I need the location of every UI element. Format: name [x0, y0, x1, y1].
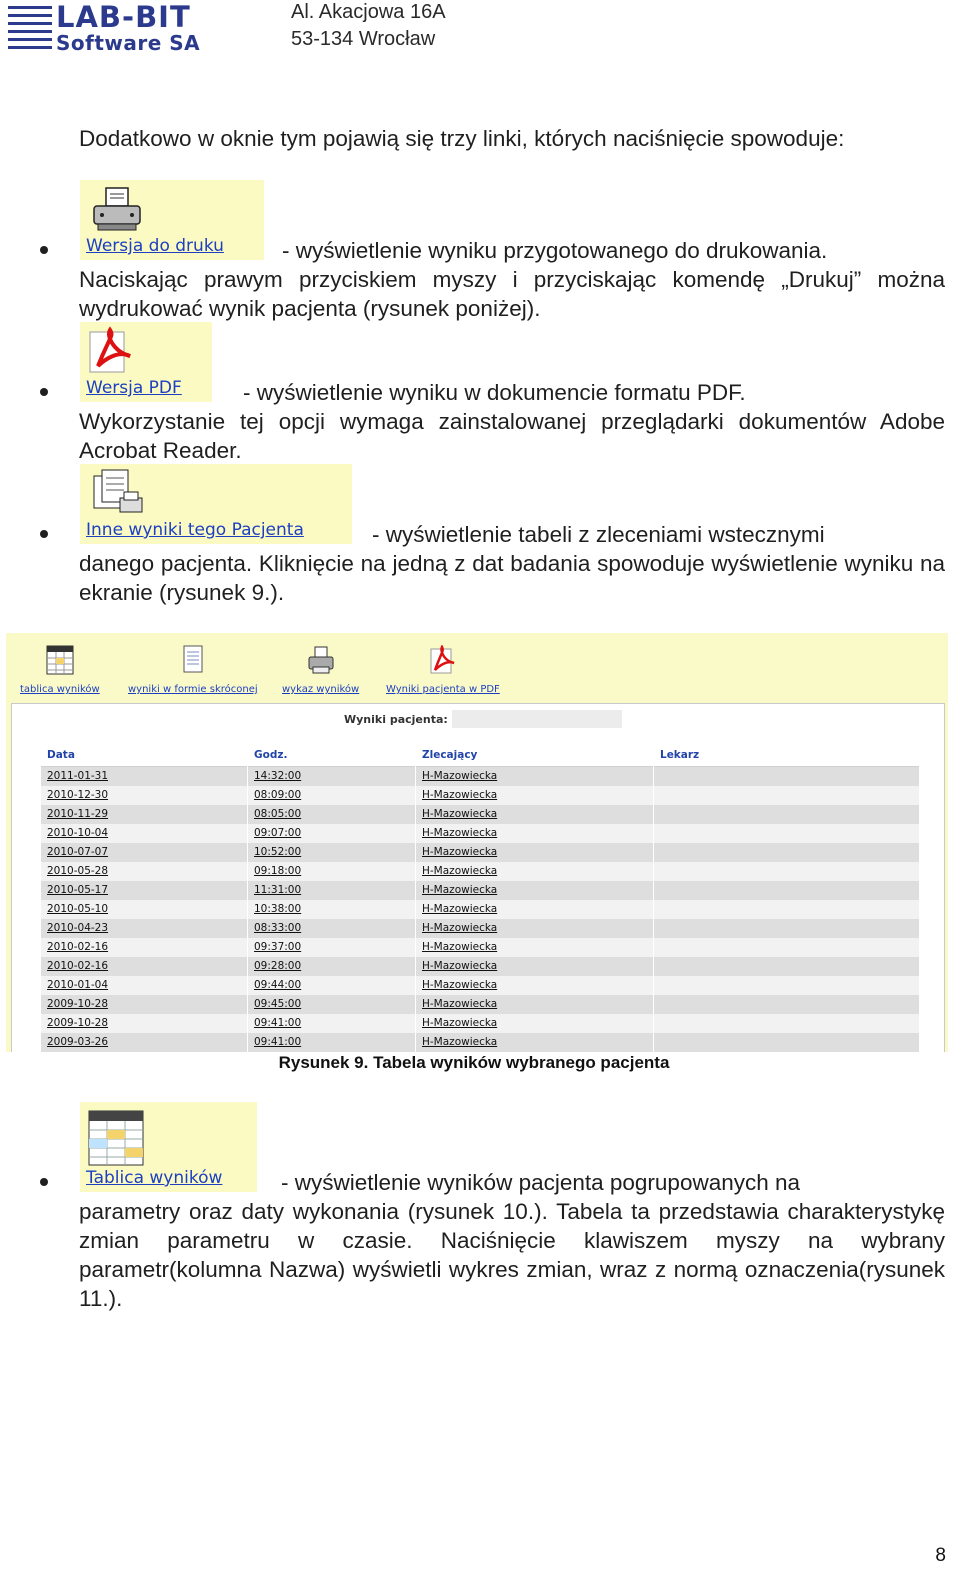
cell-time[interactable]: 09:37:00: [254, 941, 302, 953]
cell-ordering[interactable]: H-Mazowiecka: [422, 865, 498, 877]
column-header-date[interactable]: Data: [47, 749, 75, 761]
toolbar-table-results[interactable]: [20, 645, 100, 695]
cell-date[interactable]: 2010-02-16: [47, 941, 109, 953]
table-row[interactable]: [41, 938, 919, 957]
cell-ordering[interactable]: H-Mazowiecka: [422, 808, 498, 820]
patient-name-redacted: [452, 710, 622, 728]
item-other-desc: - wyświetlenie tabeli z zleceniami wstecznymi: [372, 522, 825, 547]
column-header-doctor[interactable]: Lekarz: [660, 749, 700, 761]
pdf-version-label: Wersja PDF: [86, 378, 182, 398]
cell-time[interactable]: 10:52:00: [254, 846, 302, 858]
bullet: [40, 246, 48, 254]
pdf-icon: [429, 645, 457, 675]
column-divider: [653, 747, 654, 1052]
figure-caption-text: Rysunek 9. Tabela wyników wybranego pacjenta: [278, 1053, 670, 1072]
table-row[interactable]: [41, 862, 919, 881]
pdf-icon: [88, 326, 136, 374]
cell-date[interactable]: 2010-12-30: [47, 789, 109, 801]
results-screenshot-figure: [6, 633, 948, 1052]
table-row[interactable]: [41, 805, 919, 824]
cell-date[interactable]: 2010-05-17: [47, 884, 109, 896]
item-table-desc-cont: parametry oraz daty wykonania (rysunek 10.). Tabela ta przedstawia charakterystykę zmian parametru w czasie. Naciśnięcie klawiszem myszy na wybrany parametr(kolumna Nazwa) wyświetli wykres zmian, wraz z normą oznaczenia(rysunek 11.).: [79, 1199, 945, 1311]
bullet: [40, 388, 48, 396]
printer-icon: [90, 186, 144, 234]
cell-ordering[interactable]: H-Mazowiecka: [422, 846, 498, 858]
cell-ordering[interactable]: H-Mazowiecka: [422, 998, 498, 1010]
cell-time[interactable]: 09:41:00: [254, 1036, 302, 1048]
toolbar-label: wyniki w formie skróconej: [128, 684, 258, 695]
toolbar-label: tablica wyników: [20, 684, 100, 695]
address-street: Al. Akacjowa 16A: [291, 1, 446, 23]
cell-time[interactable]: 09:18:00: [254, 865, 302, 877]
cell-date[interactable]: 2009-03-26: [47, 1036, 109, 1048]
cell-ordering[interactable]: H-Mazowiecka: [422, 922, 498, 934]
page-header: [6, 0, 486, 60]
cell-time[interactable]: 11:31:00: [254, 884, 302, 896]
panel-title: Wyniki pacjenta:: [344, 713, 448, 726]
column-divider: [247, 747, 248, 1052]
results-table-label: Tablica wyników: [86, 1168, 223, 1188]
table-row[interactable]: [41, 957, 919, 976]
table-row[interactable]: [41, 824, 919, 843]
cell-ordering[interactable]: H-Mazowiecka: [422, 1017, 498, 1029]
table-row[interactable]: [41, 1014, 919, 1033]
table-row[interactable]: [41, 843, 919, 862]
table-row[interactable]: [41, 976, 919, 995]
pdf-version-link[interactable]: [80, 322, 212, 402]
results-panel: [11, 703, 945, 1052]
bullet: [40, 530, 48, 538]
column-header-time[interactable]: Godz.: [254, 749, 288, 761]
table-icon: [88, 1110, 144, 1166]
cell-ordering[interactable]: H-Mazowiecka: [422, 1036, 498, 1048]
cell-ordering[interactable]: H-Mazowiecka: [422, 789, 498, 801]
toolbar-pdf-results[interactable]: [386, 645, 500, 695]
cell-ordering[interactable]: H-Mazowiecka: [422, 903, 498, 915]
toolbar-short-results[interactable]: [128, 645, 258, 695]
column-divider: [415, 747, 416, 1052]
item-print-desc-cont: Naciskając prawym przyciskiem myszy i przyciskając komendę „Drukuj” można wydrukować wynik pacjenta (rysunek poniżej).: [79, 267, 945, 321]
table-icon: [46, 645, 74, 675]
address-city: 53-134 Wrocław: [291, 28, 436, 50]
cell-time[interactable]: 10:38:00: [254, 903, 302, 915]
table-row[interactable]: [41, 919, 919, 938]
item-print-desc: - wyświetlenie wyniku przygotowanego do drukowania.: [282, 238, 828, 263]
cell-date[interactable]: 2010-01-04: [47, 979, 109, 991]
print-version-label: Wersja do druku: [86, 236, 224, 256]
cell-ordering[interactable]: H-Mazowiecka: [422, 884, 498, 896]
cell-date[interactable]: 2010-05-28: [47, 865, 109, 877]
cell-date[interactable]: 2010-10-04: [47, 827, 109, 839]
cell-date[interactable]: 2009-10-28: [47, 998, 109, 1010]
logo-stripes-icon: [8, 6, 52, 50]
item-other-desc-cont: danego pacjenta. Kliknięcie na jedną z dat badania spowoduje wyświetlenie wyniku na ekranie (rysunek 9.).: [79, 551, 945, 605]
cell-ordering[interactable]: H-Mazowiecka: [422, 979, 498, 991]
cell-date[interactable]: 2010-07-07: [47, 846, 109, 858]
other-results-label: Inne wyniki tego Pacjenta: [86, 520, 304, 540]
results-table: [41, 747, 919, 1052]
cell-time[interactable]: 08:33:00: [254, 922, 302, 934]
bullet: [40, 1178, 48, 1186]
printer-icon: [307, 645, 335, 675]
cell-time[interactable]: 09:44:00: [254, 979, 302, 991]
document-icon: [179, 645, 207, 675]
cell-date[interactable]: 2010-02-16: [47, 960, 109, 972]
table-row[interactable]: [41, 767, 919, 786]
table-body: [41, 767, 919, 1052]
results-table-link[interactable]: [80, 1102, 257, 1192]
other-results-link[interactable]: [80, 464, 352, 544]
item-pdf-desc: - wyświetlenie wyniku w dokumencie formatu PDF.: [243, 380, 746, 405]
cell-ordering[interactable]: H-Mazowiecka: [422, 941, 498, 953]
cell-time[interactable]: 14:32:00: [254, 770, 302, 782]
item-pdf-desc-cont: Wykorzystanie tej opcji wymaga zainstalowanej przeglądarki dokumentów Adobe Acrobat Reader.: [79, 409, 945, 463]
cell-time[interactable]: 09:45:00: [254, 998, 302, 1010]
intro-paragraph: Dodatkowo w oknie tym pojawią się trzy linki, których naciśnięcie spowoduje:: [79, 126, 845, 151]
table-row[interactable]: [41, 881, 919, 900]
table-row[interactable]: [41, 786, 919, 805]
page-number: 8: [935, 1545, 946, 1566]
cell-time[interactable]: 08:09:00: [254, 789, 302, 801]
figure-caption: [0, 1053, 960, 1073]
documents-icon: [90, 468, 146, 518]
logo-name: LAB-BIT: [56, 0, 191, 34]
cell-time[interactable]: 08:05:00: [254, 808, 302, 820]
cell-ordering[interactable]: H-Mazowiecka: [422, 770, 498, 782]
cell-date[interactable]: 2010-05-10: [47, 903, 109, 915]
table-header: [41, 747, 919, 767]
cell-time[interactable]: 09:41:00: [254, 1017, 302, 1029]
cell-ordering[interactable]: H-Mazowiecka: [422, 827, 498, 839]
cell-time[interactable]: 09:28:00: [254, 960, 302, 972]
logo-subname: Software SA: [56, 31, 201, 55]
table-row[interactable]: [41, 1033, 919, 1052]
item-table-desc: - wyświetlenie wyników pacjenta pogrupowanych na: [281, 1170, 801, 1195]
cell-ordering[interactable]: H-Mazowiecka: [422, 960, 498, 972]
cell-date[interactable]: 2011-01-31: [47, 770, 109, 782]
table-row[interactable]: [41, 900, 919, 919]
cell-date[interactable]: 2010-11-29: [47, 808, 109, 820]
table-row[interactable]: [41, 995, 919, 1014]
toolbar-label: wykaz wyników: [282, 684, 360, 695]
print-version-link[interactable]: [80, 180, 264, 260]
cell-date[interactable]: 2009-10-28: [47, 1017, 109, 1029]
toolbar-label: Wyniki pacjenta w PDF: [386, 684, 500, 695]
cell-time[interactable]: 09:07:00: [254, 827, 302, 839]
cell-date[interactable]: 2010-04-23: [47, 922, 109, 934]
toolbar-results-list[interactable]: [282, 645, 359, 695]
column-header-ordering[interactable]: Zlecający: [422, 749, 478, 761]
